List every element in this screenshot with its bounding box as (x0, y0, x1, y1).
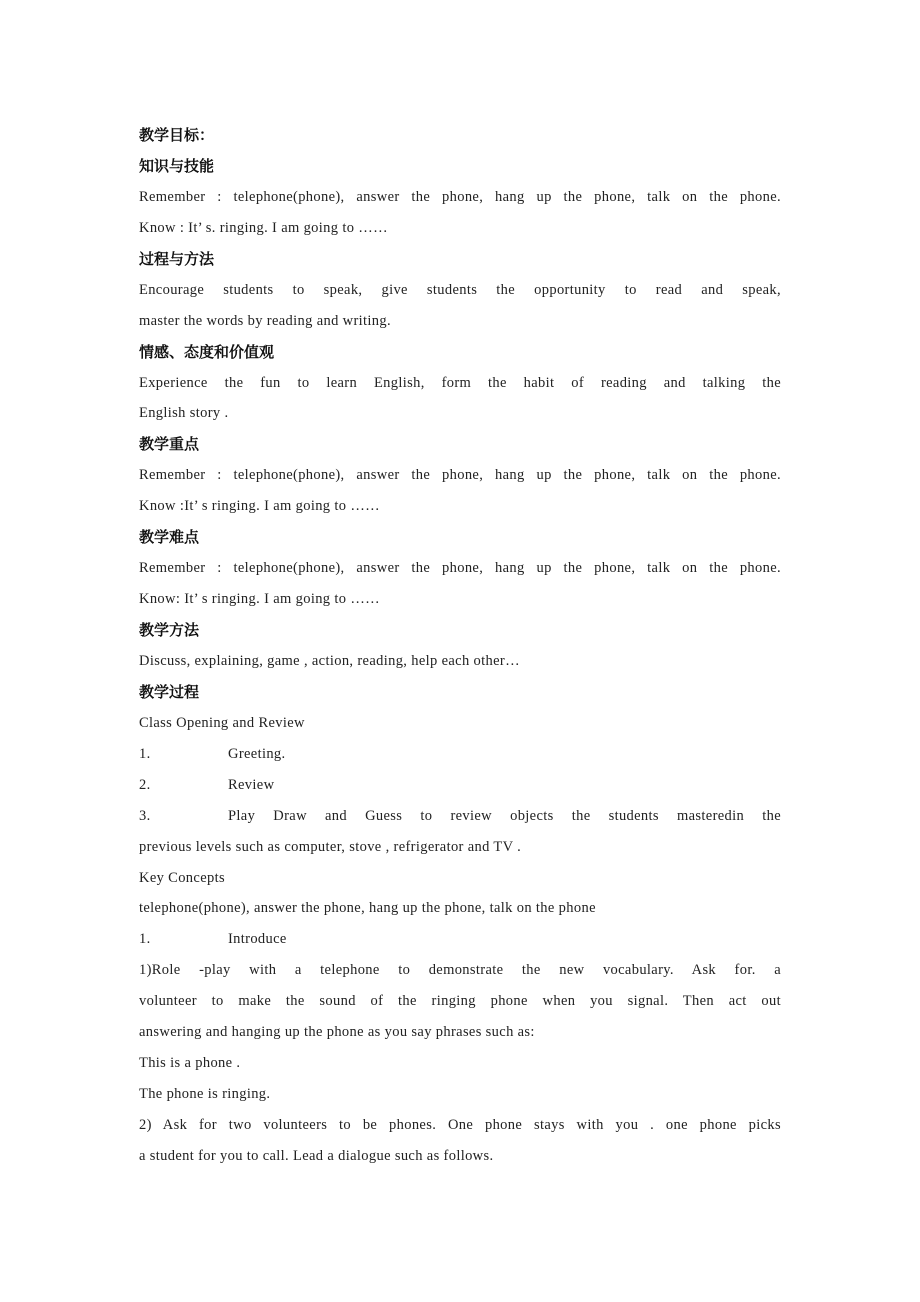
roleplay-line-3: answering and hanging up the phone as you say phrases such as: (139, 1024, 535, 1041)
list-item-text: Greeting. (228, 745, 286, 762)
key-points-heading: 教学重点 (139, 435, 200, 454)
list-item-number: 1. (139, 745, 151, 762)
teaching-methods-heading: 教学方法 (139, 621, 200, 639)
list-item-text: Review (228, 776, 275, 793)
difficulties-know-line: Know: It’ s ringing. I am going to …… (139, 591, 381, 608)
process-methods-heading: 过程与方法 (139, 249, 215, 268)
emotion-line-2: English story . (139, 405, 229, 422)
example-phrase-2: The phone is ringing. (139, 1086, 271, 1103)
teaching-procedure-heading: 教学过程 (139, 682, 200, 701)
list-item-text: Introduce (228, 931, 287, 948)
difficulties-heading: 教学难点 (139, 528, 200, 547)
key-points-remember-line: Remember : telephone(phone), answer the phone, hang up the phone, talk on the phone. (139, 467, 781, 484)
list-item-text: Play Draw and Guess to review objects the students masteredin the (228, 807, 781, 824)
roleplay-line-2: volunteer to make the sound of the ringing phone when you signal. Then act out (139, 993, 781, 1010)
roleplay-line-1: 1)Role -play with a telephone to demonstrate the new vocabulary. Ask for. a (139, 962, 781, 979)
knowledge-know-line: Know : It’ s. ringing. I am going to …… (139, 219, 388, 236)
process-line-2: master the words by reading and writing. (139, 312, 391, 329)
list-item-number: 3. (139, 807, 151, 824)
list-item-continuation: previous levels such as computer, stove , refrigerator and TV . (139, 838, 522, 855)
class-opening-heading: Class Opening and Review (139, 714, 305, 731)
teaching-methods-line: Discuss, explaining, game , action, reading, help each other… (139, 652, 520, 669)
knowledge-skills-heading: 知识与技能 (139, 156, 215, 175)
list-item-number: 1. (139, 931, 151, 948)
example-phrase-1: This is a phone . (139, 1055, 241, 1072)
emotion-line-1: Experience the fun to learn English, form the habit of reading and talking the (139, 374, 781, 391)
volunteers-line-1: 2) Ask for two volunteers to be phones. One phone stays with you . one phone picks (139, 1117, 781, 1133)
document-page (139, 120, 781, 1172)
knowledge-remember-line: Remember : telephone(phone), answer the phone, hang up the phone, talk on the phone. (139, 188, 781, 205)
list-item (139, 801, 781, 832)
list-item (139, 770, 781, 801)
list-item (139, 739, 781, 770)
process-line-1: Encourage students to speak, give students the opportunity to read and speak, (139, 281, 781, 298)
volunteers-line-2: a student for you to call. Lead a dialogue such as follows. (139, 1147, 494, 1164)
key-concepts-heading: Key Concepts (139, 869, 225, 886)
key-concepts-line: telephone(phone), answer the phone, hang up the phone, talk on the phone (139, 900, 596, 917)
difficulties-remember-line: Remember : telephone(phone), answer the phone, hang up the phone, talk on the phone. (139, 560, 781, 577)
list-item (139, 924, 781, 955)
emotion-values-heading: 情感、态度和价值观 (139, 342, 275, 361)
objectives-heading: 教学目标： (139, 126, 215, 144)
list-item-number: 2. (139, 776, 151, 793)
key-points-know-line: Know :It’ s ringing. I am going to …… (139, 498, 381, 515)
